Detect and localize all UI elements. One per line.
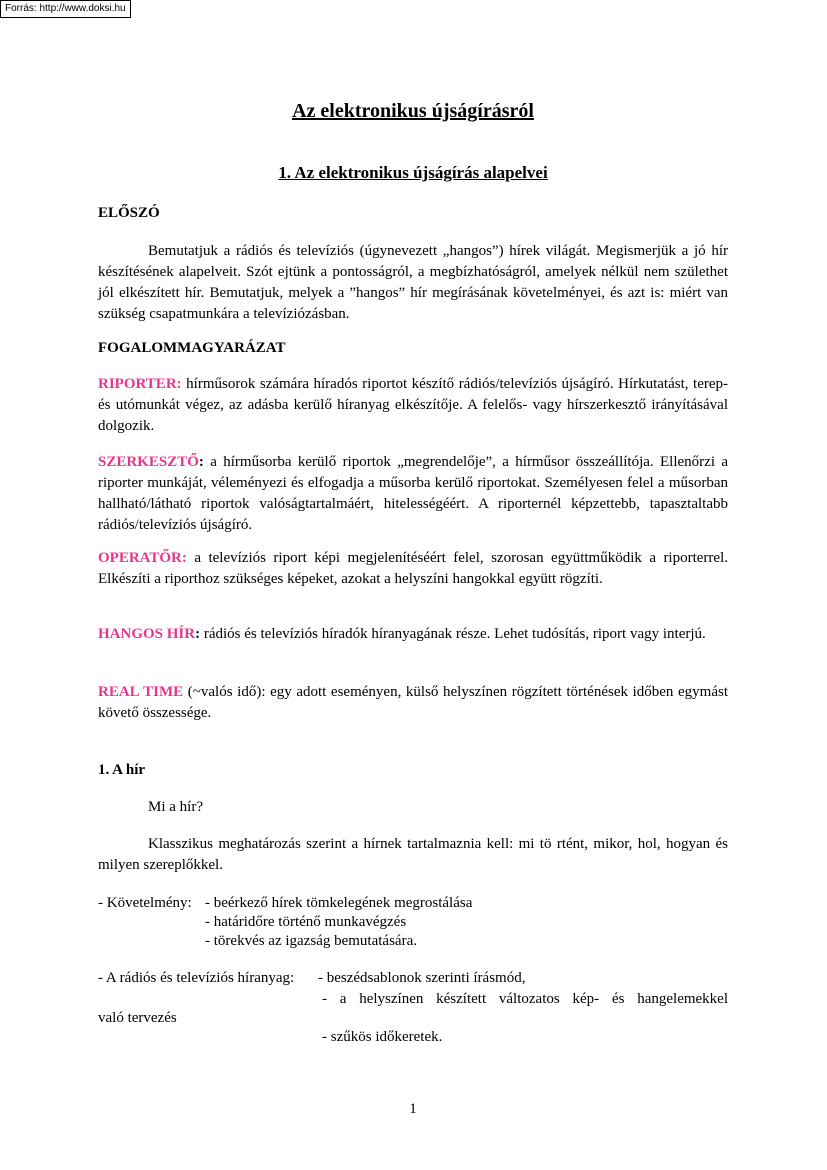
definition-paragraph: Klasszikus meghatározás szerint a hírnek tartalmaznia kell: mi tö rtént, mikor, hol, hogyan és milyen szereplőkkel. <box>98 836 728 873</box>
term-riporter <box>98 374 728 437</box>
term-szerkeszto <box>98 452 728 536</box>
radio-material-item: való tervezés <box>98 1010 177 1026</box>
term-real-time <box>98 682 728 724</box>
page-number: 1 <box>409 1101 417 1117</box>
eloszo-paragraph: Bemutatjuk a rádiós és televíziós (úgynevezett „hangos”) hírek világát. Megismerjük a jó hír készítésének alapelveit. Szót ejtünk a pontosságról, a megbízhatóságról, amelyek nélkül nem születhet jól elkészített hír. Bemutatjuk, melyek a ”hangos” hír megírásának követelményei, és azt is: miért van szükség csapatmunkára a televíziózásban. <box>98 243 728 322</box>
term-colon: : <box>195 626 201 642</box>
radio-material-item: - szűkös időkeretek. <box>322 1029 443 1045</box>
term-definition: rádiós és televíziós híradók híranyagának része. Lehet tudósítás, riport vagy interjú. <box>200 626 706 642</box>
question-text: Mi a hír? <box>148 799 203 815</box>
term-definition: (~valós idő): egy adott eseményen, külső helyszínen rögzített történések időben egymást követő összessége. <box>98 684 728 721</box>
eloszo-heading: ELŐSZÓ <box>98 205 160 221</box>
requirement-item: - törekvés az igazság bemutatására. <box>205 933 417 949</box>
term-definition: hírműsorok számára híradós riportot készítő rádiós/televíziós újságíró. Hírkutatást, terep- és utómunkát végez, az adásba kerülő híranyag elkészítője. A felelős- vagy hírszerkesztő irányításával dolgozik. <box>98 376 728 434</box>
requirement-item: - határidőre történő munkavégzés <box>205 914 407 930</box>
radio-material-label: - A rádiós és televíziós híranyag: <box>98 970 295 986</box>
section-heading-a-hir: 1. A hír <box>98 762 146 778</box>
term-label: OPERATŐR: <box>98 550 187 566</box>
requirement-label: - Követelmény: <box>98 895 192 911</box>
document-title: Az elektronikus újságírásról <box>292 100 534 122</box>
term-operator <box>98 548 728 590</box>
radio-material-item: - beszédsablonok szerinti írásmód, <box>318 970 526 986</box>
term-label: SZERKESZTŐ <box>98 454 199 470</box>
term-colon: : <box>198 454 204 470</box>
term-definition: a hírműsorba kerülő riportok „megrendelője”, a hírműsor összeállítója. Ellenőrzi a riporter munkáját, véleményezi és elfogadja a műsorba kerülő riportokat. Személyesen felel a műsorban hallható/látható riportok valóságtartalmáért, hitelességéért. A riporternél képzettebb, tapasztaltabb rádiós/televíziós újságíró. <box>98 454 728 533</box>
fogalom-heading: FOGALOMMAGYARÁZAT <box>98 340 286 356</box>
source-watermark: Forrás: http://www.doksi.hu <box>0 0 131 18</box>
radio-material-item: - a helyszínen készített változatos kép- és hangelemekkel <box>322 991 728 1007</box>
term-definition: a televíziós riport képi megjelenítéséért felel, szorosan együttműködik a riporterrel. Elkészíti a riporthoz szükséges képeket, azokat a helyszíni hangokkal együtt rögzíti. <box>98 550 728 587</box>
term-label: HANGOS HÍR <box>98 626 196 642</box>
document-subtitle: 1. Az elektronikus újságírás alapelvei <box>278 163 548 182</box>
requirement-item: - beérkező hírek tömkelegének megrostálása <box>205 895 473 911</box>
term-label: RIPORTER: <box>98 376 182 392</box>
term-hangos-hir <box>98 624 728 645</box>
term-label: REAL TIME <box>98 684 184 700</box>
